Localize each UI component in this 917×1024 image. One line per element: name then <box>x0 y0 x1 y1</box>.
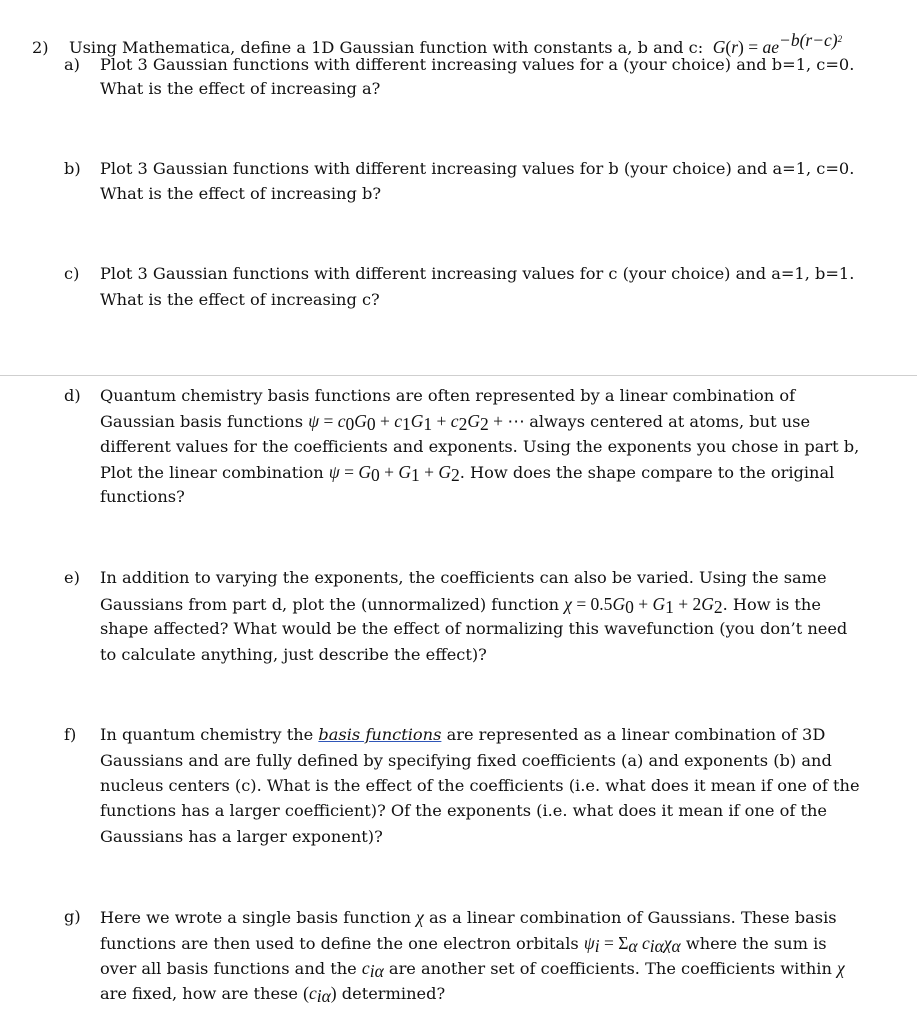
part-d-line-4: Plot the linear combination $\psi = G_0 + G_1 + G_2$. How does the shape compare to the original <box>100 462 835 485</box>
part-e-line-3: shape affected? What would be the effect of normalizing this wavefunction (you don’t need <box>100 619 848 638</box>
part-d-line-2: Gaussian basis functions $\psi = c_0G_0 + c_1G_1 + c_2G_2$ + ⋯ always centered at atoms, but use <box>100 411 811 434</box>
part-g-line-4-tail: determined? <box>341 984 446 1003</box>
part-d-line-2-tail: always centered at atoms, but use <box>529 412 811 431</box>
part-e-line-2-text: Gaussians from part d, plot the (unnormalized) function <box>100 595 560 614</box>
part-c-line-2: What is the effect of increasing c? <box>100 290 380 309</box>
gaussian-formula: $G(r) = ae^{-b(r-c)^2}$ <box>708 30 843 57</box>
part-g-line-3-text: over all basis functions and the <box>100 959 357 978</box>
part-d-line-3: different values for the coefficients and exponents. Using the exponents you chose in part b, <box>100 437 860 456</box>
chi-symbol: χ <box>416 907 424 927</box>
part-b-line-1: Plot 3 Gaussian functions with different increasing values for b (your choice) and a=1, c=0. <box>100 159 855 178</box>
part-f-line-4: functions has a larger coefficient)? Of the exponents (i.e. what does it mean if one of the <box>100 801 827 820</box>
part-f-label: f) <box>64 725 77 744</box>
question-intro: Using Mathematica, define a 1D Gaussian function with constants a, b and c: <box>68 38 704 57</box>
part-e-label: e) <box>64 568 80 587</box>
psi-expansion-formula: ψ <box>308 411 320 431</box>
part-g-line-4 <box>100 981 445 1008</box>
basis-functions-term: basis functions <box>318 725 442 744</box>
page-divider <box>0 375 917 376</box>
part-d-line-5: functions? <box>100 487 185 506</box>
part-e-line-2: Gaussians from part d, plot the (unnormalized) function $\chi = 0.5G_0 + G_1 + 2G_2$. How is the <box>100 594 821 617</box>
part-g-line-1-tail: as a linear combination of Gaussians. These basis <box>429 908 837 927</box>
part-f-line-3: nucleus centers (c). What is the effect of the coefficients (i.e. what does it mean if one of the <box>100 776 860 795</box>
part-f-line-1 <box>100 723 825 747</box>
chi-symbol-2: χ <box>837 958 845 978</box>
question-number: 2) <box>32 38 49 57</box>
part-g-label: g) <box>64 907 81 926</box>
part-g-line-2 <box>100 931 827 958</box>
part-d-line-1: Quantum chemistry basis functions are often represented by a linear combination of <box>100 386 796 405</box>
psi-sum-formula: ψ <box>328 462 340 482</box>
part-f-line-1-text: In quantum chemistry the <box>100 725 314 744</box>
part-d-line-4-text: Plot the linear combination <box>100 463 324 482</box>
part-g-line-3 <box>100 956 845 983</box>
c-i-alpha-symbol: $c_{i\alpha}$ <box>361 958 384 981</box>
part-g-line-4-text: are fixed, how are these <box>100 984 298 1003</box>
chi-formula: χ <box>564 594 572 614</box>
part-a-line-1: Plot 3 Gaussian functions with different increasing values for a (your choice) and b=1, c=0. <box>100 55 855 74</box>
part-e-line-2-tail: . How is the <box>722 595 821 614</box>
part-g-line-1 <box>100 905 837 930</box>
part-f-line-1-tail: are represented as a linear combination of 3D <box>446 725 826 744</box>
orbital-formula: $\psi_i = \Sigma_\alpha$ $c_{i\alpha}\chi_\alpha$ <box>583 933 681 956</box>
part-e-line-1: In addition to varying the exponents, the coefficients can also be varied. Using the same <box>100 568 827 587</box>
part-g-line-2-text: functions are then used to define the one electron orbitals <box>100 934 579 953</box>
part-g-line-3-tail: are another set of coefficients. The coefficients within <box>388 959 832 978</box>
part-e-line-4: to calculate anything, just describe the effect)? <box>100 645 487 664</box>
part-d-label: d) <box>64 386 81 405</box>
part-g-line-1-text: Here we wrote a single basis function <box>100 908 411 927</box>
part-f-line-5: Gaussians has a larger exponent)? <box>100 827 383 846</box>
c-i-alpha-paren: $(c_{i\alpha})$ <box>303 983 337 1006</box>
part-a-label: a) <box>64 55 80 74</box>
part-b-label: b) <box>64 159 81 178</box>
part-g-line-2-tail: where the sum is <box>685 934 827 953</box>
part-c-line-1: Plot 3 Gaussian functions with different increasing values for c (your choice) and a=1, b=1. <box>100 264 855 283</box>
part-f-line-2: Gaussians and are fully defined by specifying fixed coefficients (a) and exponents (b) and <box>100 751 832 770</box>
part-b-line-2: What is the effect of increasing b? <box>100 184 382 203</box>
part-c-label: c) <box>64 264 80 283</box>
part-d-line-2-text: Gaussian basis functions <box>100 412 304 431</box>
part-d-line-4-tail: . How does the shape compare to the original <box>459 463 835 482</box>
part-a-line-2: What is the effect of increasing a? <box>100 79 381 98</box>
